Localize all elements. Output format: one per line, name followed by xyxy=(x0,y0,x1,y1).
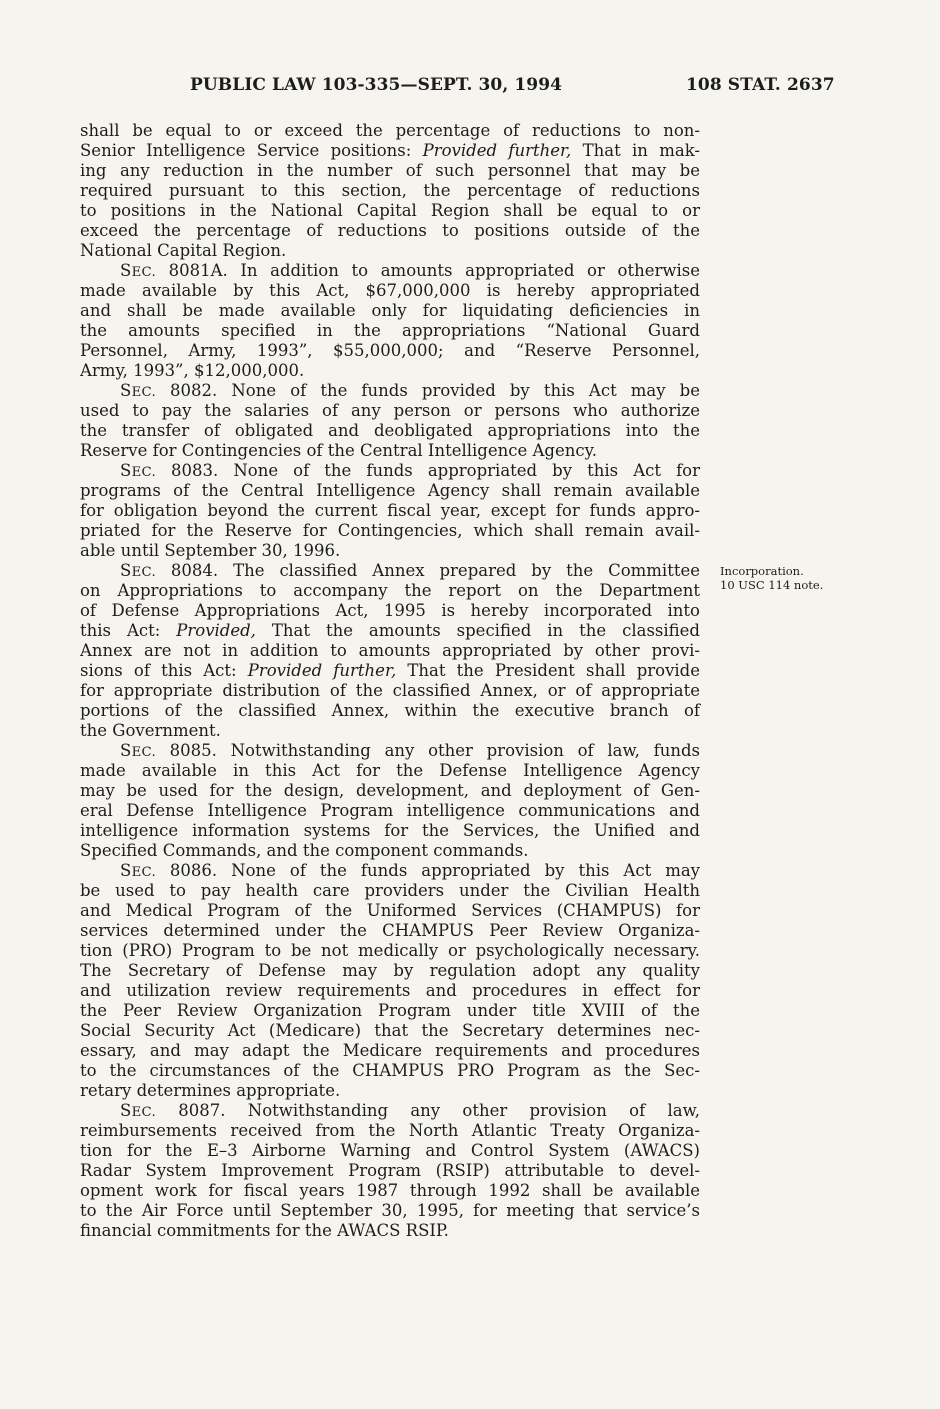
text-line xyxy=(80,561,700,581)
text-line: made available in this Act for the Defense Intelligence Agency xyxy=(80,761,700,780)
text-line: able until September 30, 1996. xyxy=(80,541,341,560)
text-line xyxy=(80,461,700,481)
text-run: 8087. Notwithstanding any other provision of law, xyxy=(155,1101,700,1120)
text-line: services determined under the CHAMPUS Peer Review Organiza- xyxy=(80,921,700,940)
text-line: ing any reduction in the number of such personnel that may be xyxy=(80,161,700,180)
text-line: the transfer of obligated and deobligated appropriations into the xyxy=(80,421,700,440)
text-line: to the circumstances of the CHAMPUS PRO Program as the Sec- xyxy=(80,1061,700,1080)
public-law-title: PUBLIC LAW 103-335—SEPT. 30, 1994 xyxy=(190,75,563,95)
text-line: Reserve for Contingencies of the Central Intelligence Agency. xyxy=(80,441,597,460)
text-line: financial commitments for the AWACS RSIP. xyxy=(80,1221,449,1240)
body-text xyxy=(80,121,700,1241)
text-line: of Defense Appropriations Act, 1995 is hereby incorporated into xyxy=(80,601,700,620)
text-line xyxy=(80,621,700,641)
text-line: essary, and may adapt the Medicare requirements and procedures xyxy=(80,1041,700,1060)
text-run: 8083. None of the funds appropriated by this Act for xyxy=(155,461,700,480)
text-run: this Act: xyxy=(80,621,177,640)
text-line: be used to pay health care providers under the Civilian Health xyxy=(80,881,700,900)
text-line xyxy=(80,661,700,681)
paragraph xyxy=(80,861,700,1101)
text-line: Radar System Improvement Program (RSIP) attributable to devel- xyxy=(80,1161,700,1180)
text-line: Annex are not in addition to amounts appropriated by other provi- xyxy=(80,641,700,660)
text-line xyxy=(80,861,700,881)
section-label: SEC. xyxy=(120,1101,156,1120)
text-line xyxy=(80,381,700,401)
text-line: made available by this Act, $67,000,000 is hereby appropriated xyxy=(80,281,700,300)
text-line: reimbursements received from the North Atlantic Treaty Organiza- xyxy=(80,1121,700,1140)
statute-page-number: 108 STAT. 2637 xyxy=(686,75,835,95)
text-run: 8085. Notwithstanding any other provision of law, funds xyxy=(155,741,700,760)
text-run: 8086. None of the funds appropriated by this Act may xyxy=(155,861,700,880)
text-line: required pursuant to this section, the percentage of reductions xyxy=(80,181,700,200)
text-line: National Capital Region. xyxy=(80,241,287,260)
paragraph xyxy=(80,121,700,261)
text-line: programs of the Central Intelligence Agency shall remain available xyxy=(80,481,700,500)
text-run: That in mak- xyxy=(571,141,700,160)
margin-note-line: Incorporation. xyxy=(720,564,804,578)
text-run: sions of this Act: xyxy=(80,661,248,680)
paragraph xyxy=(80,561,700,741)
text-line: tion for the E–3 Airborne Warning and Control System (AWACS) xyxy=(80,1141,700,1160)
text-line: exceed the percentage of reductions to positions outside of the xyxy=(80,221,700,240)
text-line xyxy=(80,141,700,161)
text-line: shall be equal to or exceed the percentage of reductions to non- xyxy=(80,121,700,140)
text-line: and Medical Program of the Uniformed Services (CHAMPUS) for xyxy=(80,901,700,920)
text-line: portions of the classified Annex, within the executive branch of xyxy=(80,701,700,720)
text-line: retary determines appropriate. xyxy=(80,1081,341,1100)
section-label: SEC. xyxy=(120,561,156,580)
text-line: eral Defense Intelligence Program intelligence communications and xyxy=(80,801,700,820)
margin-note xyxy=(720,564,920,592)
text-line xyxy=(80,261,700,281)
italic-text: Provided further, xyxy=(247,661,397,680)
text-line xyxy=(80,1101,700,1121)
text-line: and utilization review requirements and procedures in effect for xyxy=(80,981,700,1000)
section-label: SEC. xyxy=(120,461,156,480)
text-line: used to pay the salaries of any person or persons who authorize xyxy=(80,401,700,420)
section-label: SEC. xyxy=(120,261,156,280)
margin-note-line: 10 USC 114 note. xyxy=(720,578,824,592)
text-line: the Peer Review Organization Program under title XVIII of the xyxy=(80,1001,700,1020)
text-run: 8084. The classified Annex prepared by the Committee xyxy=(155,561,700,580)
text-line: tion (PRO) Program to be not medically or psychologically necessary. xyxy=(80,941,700,960)
text-line: intelligence information systems for the Services, the Unified and xyxy=(80,821,700,840)
text-run: That the amounts specified in the classified xyxy=(255,621,700,640)
italic-text: Provided, xyxy=(176,621,256,640)
italic-text: Provided further, xyxy=(422,141,572,160)
section-label: SEC. xyxy=(120,381,156,400)
paragraph xyxy=(80,1101,700,1241)
text-line: Social Security Act (Medicare) that the Secretary determines nec- xyxy=(80,1021,700,1040)
running-head xyxy=(0,0,940,110)
paragraph xyxy=(80,261,700,381)
text-run: 8081A. In addition to amounts appropriated or otherwise xyxy=(155,261,700,280)
text-run: Senior Intelligence Service positions: xyxy=(80,141,423,160)
text-line: opment work for fiscal years 1987 through 1992 shall be available xyxy=(80,1181,700,1200)
text-line: Personnel, Army, 1993”, $55,000,000; and “Reserve Personnel, xyxy=(80,341,700,360)
text-line: and shall be made available only for liquidating deficiencies in xyxy=(80,301,700,320)
text-line: for appropriate distribution of the classified Annex, or of appropriate xyxy=(80,681,700,700)
text-line: on Appropriations to accompany the report on the Department xyxy=(80,581,700,600)
text-line: to the Air Force until September 30, 1995, for meeting that service’s xyxy=(80,1201,700,1220)
section-label: SEC. xyxy=(120,861,156,880)
text-line: priated for the Reserve for Contingencies, which shall remain avail- xyxy=(80,521,700,540)
text-line: may be used for the design, development, and deployment of Gen- xyxy=(80,781,700,800)
text-line xyxy=(80,741,700,761)
section-label: SEC. xyxy=(120,741,156,760)
text-line: The Secretary of Defense may by regulation adopt any quality xyxy=(80,961,700,980)
text-line: Army, 1993”, $12,000,000. xyxy=(80,361,305,380)
text-line: Specified Commands, and the component commands. xyxy=(80,841,529,860)
text-line: the Government. xyxy=(80,721,221,740)
text-line: the amounts specified in the appropriations “National Guard xyxy=(80,321,700,340)
text-run: That the President shall provide xyxy=(396,661,700,680)
text-line: to positions in the National Capital Region shall be equal to or xyxy=(80,201,700,220)
text-run: 8082. None of the funds provided by this Act may be xyxy=(155,381,700,400)
paragraph xyxy=(80,381,700,461)
paragraph xyxy=(80,461,700,561)
paragraph xyxy=(80,741,700,861)
text-line: for obligation beyond the current fiscal year, except for funds appro- xyxy=(80,501,700,520)
